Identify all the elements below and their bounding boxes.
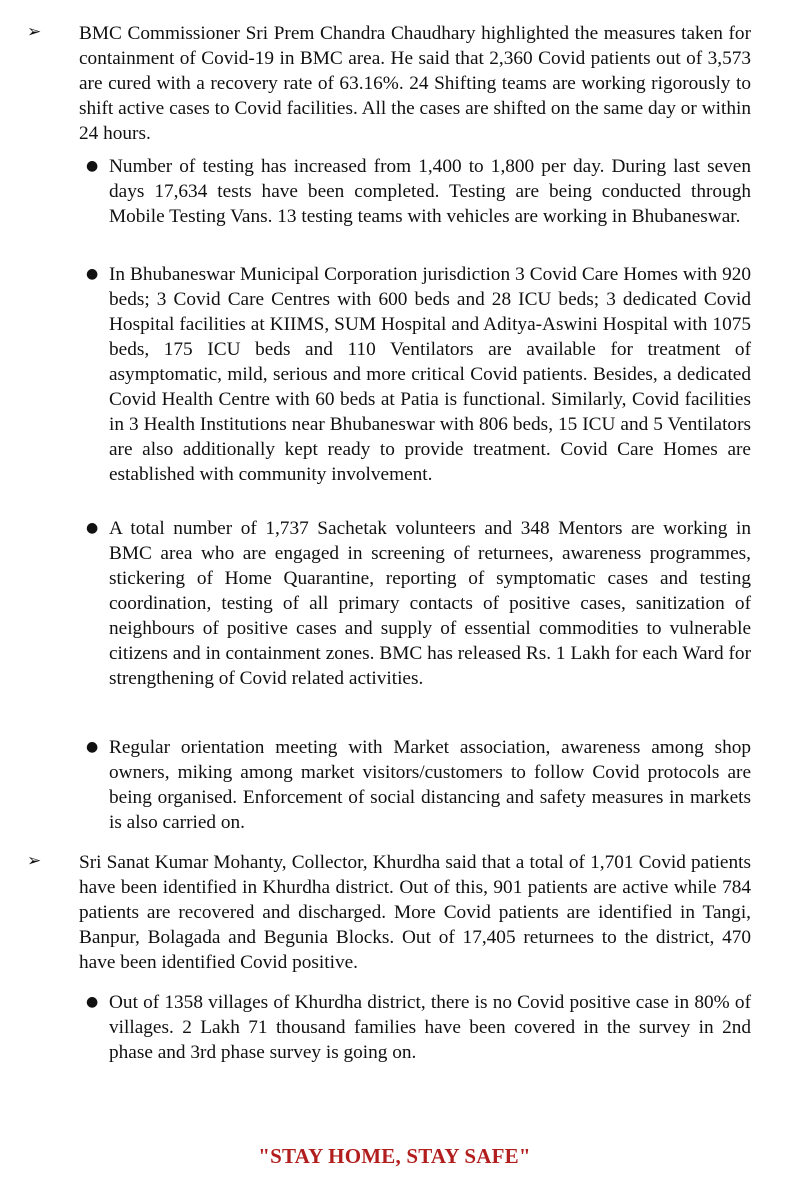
bullet-dot-icon: ● <box>86 266 99 282</box>
paragraph-collector-khurdha: Sri Sanat Kumar Mohanty, Collector, Khurdha said that a total of 1,701 Covid patients have been identified in Khurdha district. Out of this, 901 patients are active while 784 patients are recovered and discharged. More Covid patients are identified in Tangi, Banpur, Bolagada and Begunia Blocks. Out of 17,405 returnees to the district, 470 have been identified Covid positive. <box>79 852 751 973</box>
bullet-dot-icon: ● <box>86 520 99 536</box>
arrow-bullet-icon: ➢ <box>27 851 42 871</box>
paragraph-villages: Out of 1358 villages of Khurdha district, there is no Covid positive case in 80% of villages. 2 Lakh 71 thousand families have been covered in the survey in 2nd phase and 3rd phase survey is going on. <box>109 992 751 1063</box>
paragraph-testing: Number of testing has increased from 1,400 to 1,800 per day. During last seven days 17,634 tests have been completed. Testing are being conducted through Mobile Testing Vans. 13 testing teams with vehicles are working in Bhubaneswar. <box>109 156 751 227</box>
bullet-dot-icon: ● <box>86 994 99 1010</box>
paragraph-markets: Regular orientation meeting with Market association, awareness among shop owners, miking among market visitors/customers to follow Covid protocols are being organised. Enforcement of social distancing and safety measures in markets is also carried on. <box>109 737 751 833</box>
footer-slogan: "STAY HOME, STAY SAFE" <box>258 1144 531 1168</box>
arrow-bullet-icon: ➢ <box>27 22 42 42</box>
paragraph-bmc-commissioner: BMC Commissioner Sri Prem Chandra Chaudhary highlighted the measures taken for containment of Covid-19 in BMC area. He said that 2,360 Covid patients out of 3,573 are cured with a recovery rate of 63.16%. 24 Shifting teams are working rigorously to shift active cases to Covid facilities. All the cases are shifted on the same day or within 24 hours. <box>79 23 751 144</box>
paragraph-facilities: In Bhubaneswar Municipal Corporation jurisdiction 3 Covid Care Homes with 920 beds; 3 Covid Care Centres with 600 beds and 28 ICU beds; 3 dedicated Covid Hospital facilities at KIIMS, SUM Hospital and Aditya-Aswini Hospital with 1075 beds, 175 ICU beds and 110 Ventilators are available for treatment of asymptomatic, mild, serious and more critical Covid patients. Besides, a dedicated Covid Health Centre with 60 beds at Patia is functional. Similarly, Covid facilities in 3 Health Institutions near Bhubaneswar with 806 beds, 15 ICU and 5 Ventilators are also additionally kept ready to provide treatment. Covid Care Homes are established with community involvement. <box>109 264 751 485</box>
bullet-dot-icon: ● <box>86 158 99 174</box>
bullet-dot-icon: ● <box>86 739 99 755</box>
paragraph-volunteers: A total number of 1,737 Sachetak volunteers and 348 Mentors are working in BMC area who are engaged in screening of returnees, awareness programmes, stickering of Home Quarantine, reporting of symptomatic cases and testing coordination, testing of all primary contacts of positive cases, sanitization of neighbours of positive cases and supply of essential commodities to vulnerable citizens and in containment zones. BMC has released Rs. 1 Lakh for each Ward for strengthening of Covid related activities. <box>109 518 751 689</box>
